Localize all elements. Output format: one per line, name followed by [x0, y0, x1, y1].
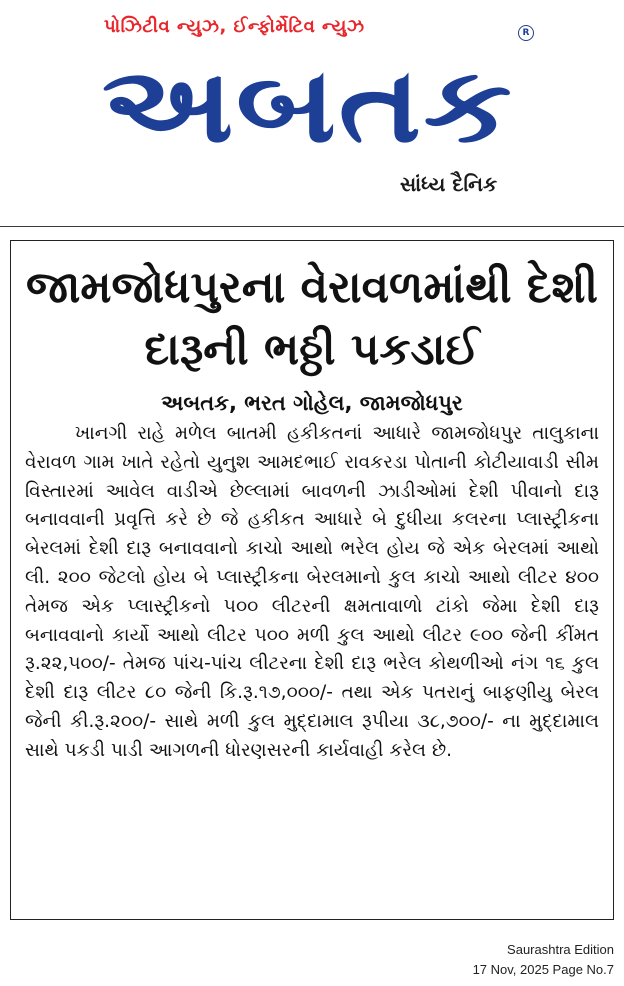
edition-type: સાંધ્ય દૈનિક: [400, 172, 498, 196]
date-page-number: 17 Nov, 2025 Page No.7: [472, 962, 614, 977]
newspaper-logo: અબતક: [101, 44, 515, 166]
article-box: [10, 240, 614, 920]
article-headline: જામજોધપુરના વેરાવળમાંથી દેશી દારૂની ભઠ્ઠી પકડાઈ: [26, 262, 598, 375]
masthead: [0, 0, 624, 214]
edition-name: Saurashtra Edition: [507, 942, 614, 957]
page-footer: [473, 940, 614, 980]
registered-trademark-icon: R: [518, 25, 534, 41]
tagline: પોઝિટીવ ન્યુઝ, ઈન્ફોર્મેટિવ ન્યુઝ: [104, 16, 365, 37]
article-body: ખાનગી રાહે મળેલ બાતમી હકીકતનાં આધારે જામજોધપુર તાલુકાના વેરાવળ ગામ ખાતે રહેતો યુનુશ આમદભાઈ રાવકરડા પોતાની કોટીયાવાડી સીમ વિસ્તારમાં આવેલ વાડીએ છેલ્લામાં બાવળની ઝાડીઓમાં દેશી પીવાનો દારૂ બનાવવાની પ્રવૃત્તિ કરે છે જે હકીકત આધારે બે દુધીયા કલરના પ્લાસ્ટ્રીકના બેરલમાં દેશી દારૂ બનાવવાનો કાચો આથો ભરેલ હોય જે એક બેરલમાં આથો લી. ૨૦૦ જેટલો હોય બે પ્લાસ્ટ્રીકના બેરલમાનો કુલ કાચો આથો લીટર ૪૦૦ તેમજ એક પ્લાસ્ટ્રીકનો ૫૦૦ લીટરની ક્ષમતાવાળો ટાંકો જેમા દેશી દારૂ બનાવવાનો કાર્યો આથો લીટર ૫૦૦ મળી કુલ આથો લીટર ૯૦૦ જેની કીંમત રૂ.૨૨,૫૦૦/- તેમજ પાંચ-પાંચ લીટરના દેશી દારૂ ભરેલ કોથળીઓ નંગ ૧૬ કુલ દેશી દારૂ લીટર ૮૦ જેની કિ.રૂ.૧૭,૦૦૦/- તથા એક પતરાનું બાફણીયુ બેરલ જેની કી.રૂ.૨૦૦/- સાથે મળી કુલ મુદ્દામાલ રૂપીયા ૩૮,૭૦૦/- ના મુદ્દામાલ સાથે પકડી પાડી આગળની ધોરણસરની કાર્યવાહી કરેલ છે.: [25, 423, 599, 761]
masthead-divider: [0, 226, 624, 227]
article-byline: અબતક, ભરત ગોહેલ, જામજોધપુર: [161, 391, 463, 415]
